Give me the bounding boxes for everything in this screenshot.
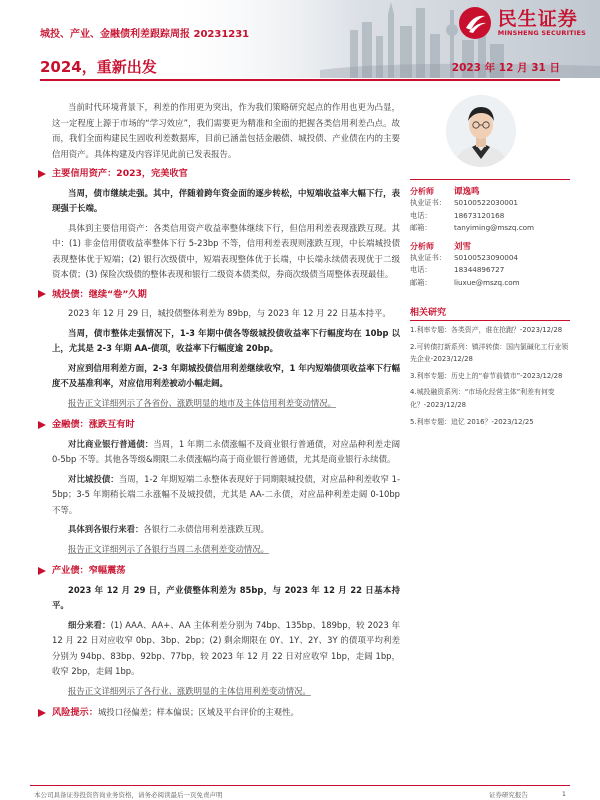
cert-label: 执业证书：: [410, 198, 446, 207]
phone-label: 电话：: [410, 210, 432, 220]
related-research-list: [410, 324, 570, 428]
related-research-link[interactable]: 1.利率专题：各类资产，谁在抢跑？-2023/12/28: [410, 326, 563, 334]
cert-value: S0100523090004: [454, 252, 519, 262]
paragraph-lead: 细分来看：: [68, 619, 111, 630]
paragraph: [52, 618, 400, 680]
footer-divider: [30, 785, 570, 786]
phone-value: 18344896727: [454, 265, 505, 274]
intro-paragraph: 当前时代环境背景下，利差的作用更为突出，作为我们策略研究起点的作用也更为凸显，这一定程度上源于市场的“学习效应”，我们需要更为精准和全面的把握各类信用利差凸点。故而，我们全面构建民生固收利差数据库，目前已涵盖包括金融债、城投债、产业债在内的主要信用资产。具体构建及内容详见此前已发表报告。: [52, 102, 400, 159]
phone-label: 电话：: [410, 265, 432, 274]
paragraph-lead: 对比城投债：: [68, 473, 119, 484]
section-heading-risk: [38, 705, 400, 721]
related-research-heading: 相关研究: [410, 305, 570, 321]
related-research-link[interactable]: 3.利率专题：历史上的“春节前债市”-2023/12/28: [410, 371, 563, 380]
analyst-name: 谭逸鸣: [454, 187, 480, 197]
paragraph: 当周，债市整体走强情况下，1-3 年期中债各等级城投债收益率下行幅度均在 10bp 以上，尤其是 2-3 年期 AA-债项，收益率下行幅度逾 20bp。: [52, 327, 400, 353]
section-heading-industrial: [38, 563, 400, 579]
header-divider: [40, 79, 560, 81]
sidebar: [410, 95, 570, 432]
triangle-bullet-icon: [38, 567, 46, 575]
related-research-link[interactable]: 5.利率专题：追忆 2016？-2023/12/25: [410, 417, 534, 426]
triangle-bullet-icon: [38, 709, 46, 717]
analyst-portrait-image: [446, 95, 516, 167]
page-number: 1: [561, 790, 566, 798]
section-title: 主要信用资产：2023，完美收官: [52, 168, 188, 179]
related-research-link[interactable]: 2.可转债打新系列：镇洋转债：国内氯碱化工行业领先企业-2023/12/28: [410, 342, 569, 364]
paragraph: 2023 年 12 月 29 日，产业债整体利差为 85bp，与 2023 年 12 月 22 日基本持平。: [52, 584, 400, 610]
section-title: 金融债：涨跌互有时: [52, 419, 135, 430]
paragraph: 具体到主要信用资产：各类信用资产收益率整体继续下行，但信用利差表现涨跌互现。其中：(1) 非金信用债收益率整体下行 5-23bp 不等，信用利差表现则涨跌互现，中长端城投债表现整体优于短端；(2) 银行次级债中，短端表现整体优于长端，中长端永续债表现优于二级资本债；(3) 保险次级债的整体表现和银行二级资本债类似，券商次级债当周整体表现最佳。: [52, 222, 400, 279]
paragraph: [52, 437, 400, 468]
paragraph-text: 当周，1-2 年期短端二永整体表现好于同期限城投债，对应品种利差收窄 1-5bp；3-5 年期稍长端二永涨幅不及城投债，尤其是 AA-二永债，对应品种利差走阔 0-10bp 不等。: [52, 473, 400, 515]
report-title: 2024，重新出发: [40, 58, 157, 76]
section-title: 风险提示：: [52, 707, 98, 718]
detail-note: 报告正文详细列示了各行业、涨跌明显的主体信用利差变动情况。: [68, 685, 311, 696]
paragraph-text: (1) AAA、AA+、AA 主体利差分别为 74bp、135bp、189bp，较 2023 年 12 月 22 日对应收窄 0bp、3bp、2bp；(2) 剩余期限在 0Y、1Y、2Y、3Y 的债项平均利差分别为 94bp、83bp、92bp、77bp，较 2023 年 12 月 22 日对应收窄 1bp，走阔 1bp，收窄 2bp，走阔 1bp。: [52, 619, 400, 676]
analyst-card: [410, 240, 570, 290]
section-heading-financial: [38, 417, 400, 433]
footer-info: [489, 790, 566, 799]
triangle-bullet-icon: [38, 421, 46, 429]
risk-text: 城投口径偏差；样本偏误；区域及平台评价的主观性。: [97, 707, 299, 717]
detail-note: 报告正文详细列示了各省份、涨跌明显的地市及主体信用利差变动情况。: [68, 397, 336, 408]
section-heading-credit-assets: [38, 166, 400, 182]
report-series: 城投、产业、金融债利差跟踪周报 20231231: [40, 29, 250, 40]
cert-label: 执业证书：: [410, 252, 446, 262]
paragraph: 对应到信用利差方面，2-3 年期城投债信用利差继续收窄，1 年内短端债项收益率下行幅度不及基准利率，对应信用利差被动小幅走阔。: [52, 362, 400, 388]
analyst-photo: [446, 95, 516, 167]
brand-name-en: MINSHENG SECURITIES: [497, 28, 586, 37]
email-value: tanyiming@mszq.com: [454, 223, 535, 232]
section-heading-chengtou: [38, 287, 400, 303]
paragraph-lead: 对比商业银行普通债：: [68, 438, 154, 449]
phone-value: 18673120168: [454, 210, 505, 220]
analyst-role: 分析师: [410, 187, 434, 196]
report-body: [52, 100, 400, 725]
triangle-bullet-icon: [38, 290, 46, 298]
section-title: 产业债：窄幅震荡: [52, 565, 126, 576]
analyst-role: 分析师: [410, 241, 434, 251]
section-title: 城投债：继续“卷”久期: [52, 288, 147, 300]
paragraph: [52, 472, 400, 519]
footer-disclaimer: 本公司具备证券投资咨询业务资格，请务必阅读最后一页免责声明: [34, 791, 223, 799]
paragraph-text: 当周，1 年期二永债涨幅不及商业银行普通债，对应品种利差走阔 0-5bp 不等。其他各等级&期限二永债涨幅均高于商业银行普通债，尤其是商业银行永续债。: [52, 438, 400, 464]
detail-note: 报告正文详细列示了各银行当周二永债利差变动情况。: [68, 543, 269, 554]
paragraph: 2023 年 12 月 29 日，城投债整体利差为 89bp，与 2023 年 12 月 22 日基本持平。: [68, 308, 391, 318]
related-research-link[interactable]: 4.城投融资系列：“市场化经营主体”利差有何变化？-2023/12/28: [410, 388, 555, 409]
email-value: liuxue@mszq.com: [454, 277, 520, 287]
footer-doc-type: 证券研究报告: [488, 791, 528, 799]
analyst-card: [410, 185, 570, 235]
brand-logo: [458, 6, 586, 40]
minsheng-logo-icon: [458, 6, 492, 40]
cert-value: S0100522030001: [454, 198, 519, 207]
paragraph-lead: 具体到各银行来看：: [68, 524, 144, 534]
paragraph-text: 各银行二永债信用利差涨跌互现。: [143, 524, 269, 534]
paragraph: 当周，债市继续走强。其中，伴随着跨年资金面的逐步转松，中短端收益率大幅下行，表现强于长端。: [52, 187, 400, 213]
analyst-name: 刘雪: [454, 241, 472, 252]
brand-name-cn: 民生证券: [497, 7, 578, 30]
email-label: 邮箱：: [410, 223, 432, 232]
report-date: 2023 年 12 月 31 日: [451, 62, 560, 74]
paragraph: [52, 522, 400, 538]
email-label: 邮箱：: [410, 277, 432, 287]
header-banner: [0, 0, 600, 78]
sidebar-divider: [410, 179, 570, 180]
triangle-bullet-icon: [38, 170, 46, 178]
